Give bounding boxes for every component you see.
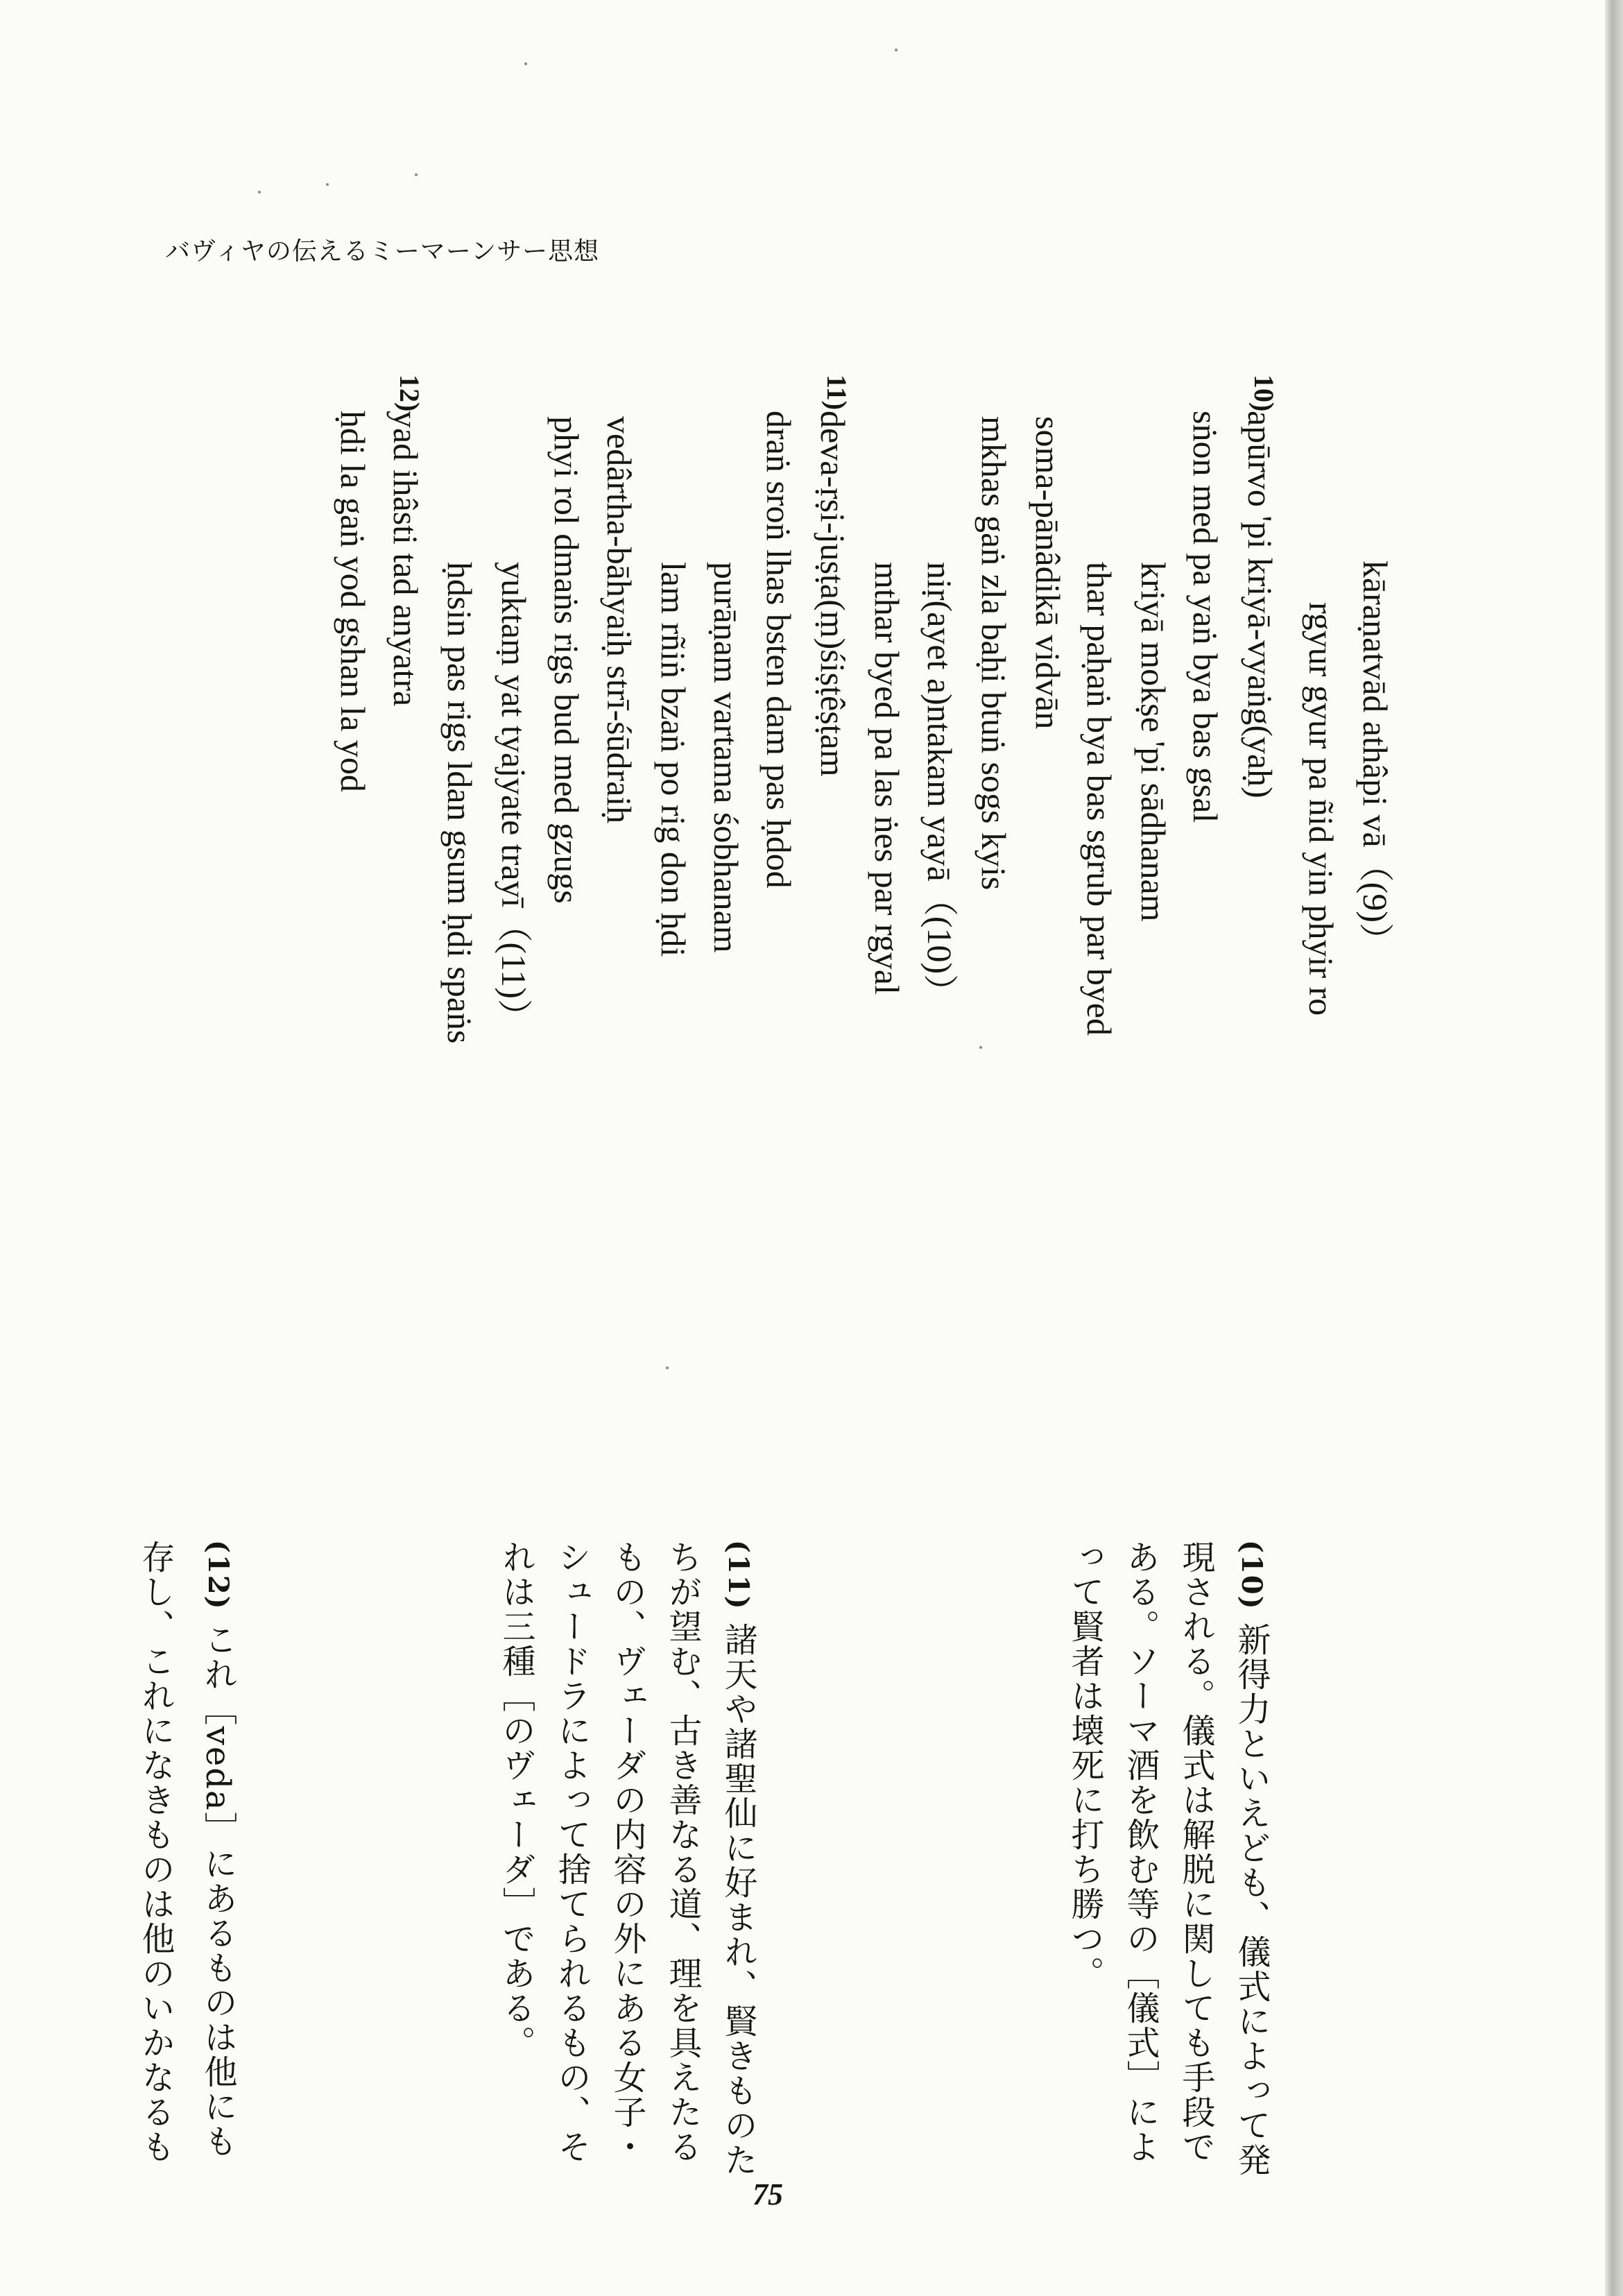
scan-speck — [666, 1367, 669, 1369]
note-line: れは三種［のヴェーダ］である。 — [497, 1540, 535, 2060]
verse-line: vedârtha-bāhyaiḥ strī-śūdraiḥ — [600, 416, 639, 824]
scan-speck — [979, 1046, 982, 1049]
note-line: ある。ソーマ酒を飲む等の［儀式］によ — [1121, 1540, 1160, 2164]
note-line: もの、ヴェーダの内容の外にある女子・ — [608, 1540, 646, 2164]
verse-line: sṅon med pa yaṅ bya bas gsal — [1186, 411, 1225, 823]
verse-number: 12) — [394, 375, 425, 412]
note-line: って賢者は壊死に打ち勝つ。 — [1065, 1540, 1104, 1991]
verse-line: deva-ṛṣi-juṣṭa(ṃ)śiṣṭêṣṭam — [814, 411, 852, 777]
verse-line: kriyā mokṣe 'pi sādhanam — [1134, 562, 1173, 922]
note-line: ちが望む、古き善なる道、理を具えたる — [663, 1540, 702, 2164]
note-text: 新得力といえども、儀式によって発 — [1232, 1622, 1271, 2177]
verse-line: mkhas gaṅ zla baḥi btuṅ sogs kyis — [974, 416, 1013, 891]
verse-line: draṅ sroṅ lhas bsten dam pas ḥdod — [759, 411, 798, 889]
scan-speck — [326, 183, 329, 186]
note-number: (12) — [202, 1540, 234, 1611]
note-text: これ［veda］にあるものは他にも — [198, 1622, 237, 2159]
scan-speck — [415, 173, 418, 176]
verse-line: phyi rol dmaṅs rigs bud med gzugs — [547, 416, 586, 904]
verse-line: ḥdi la gaṅ yod gshan la yod — [334, 411, 372, 792]
note-line: 現される。儀式は解脱に関しても手段で — [1176, 1540, 1215, 2164]
note-number: (11) — [722, 1540, 755, 1611]
note-line: 存し、これになきものは他のいかなるも — [136, 1540, 175, 2164]
scan-speck — [895, 49, 898, 51]
verse-line: lam rñiṅ bzaṅ po rig don ḥdi — [654, 562, 693, 957]
note-line — [1232, 1540, 1271, 2177]
scan-speck — [524, 62, 527, 65]
verse-line: apūrvo 'pi kriyā-vyaṅg(yaḥ) — [1241, 411, 1280, 798]
note-line — [198, 1540, 237, 2159]
verse-number: 11) — [821, 375, 852, 411]
running-header: バヴィヤの伝えるミーマーンサー思想 — [165, 237, 600, 266]
verse-line: yad ihâsti tad anyatra — [386, 411, 425, 707]
page-edge-shadow — [1605, 0, 1623, 2296]
verse-number: 10) — [1248, 375, 1280, 412]
verse-line: soma-pānâdikā vidvān — [1029, 416, 1067, 730]
note-text: 諸天や諸聖仙に好まれ、賢きものた — [719, 1622, 757, 2177]
verse-line: niṛ(ayet a)ntakam yayā（(10)） — [920, 562, 959, 1009]
verse-line: yuktaṃ yat tyajyate trayī（(11)） — [495, 562, 533, 1034]
note-line: シュードラによって捨てられるもの、そ — [552, 1540, 591, 2164]
note-number: (10) — [1235, 1540, 1268, 1611]
note-line — [721, 1540, 755, 2177]
verse-line: mthar byed pa las ṅes par rgyal — [868, 562, 907, 995]
verse-line: thar paḥaṅ bya bas sgrub par byed — [1080, 562, 1119, 1036]
verse-line: rgyur gyur pa ñid yin phyir ro — [1302, 602, 1341, 1016]
page-number: 75 — [753, 2177, 783, 2211]
verse-line: ḥdsin pas rigs ldan gsum ḥdi spaṅs — [440, 562, 479, 1044]
scan-speck — [258, 191, 261, 194]
verse-line: kāraṇatvād athâpi vā（(9)） — [1356, 560, 1395, 957]
verse-line: purāṇam vartama śobhanam — [707, 562, 746, 953]
